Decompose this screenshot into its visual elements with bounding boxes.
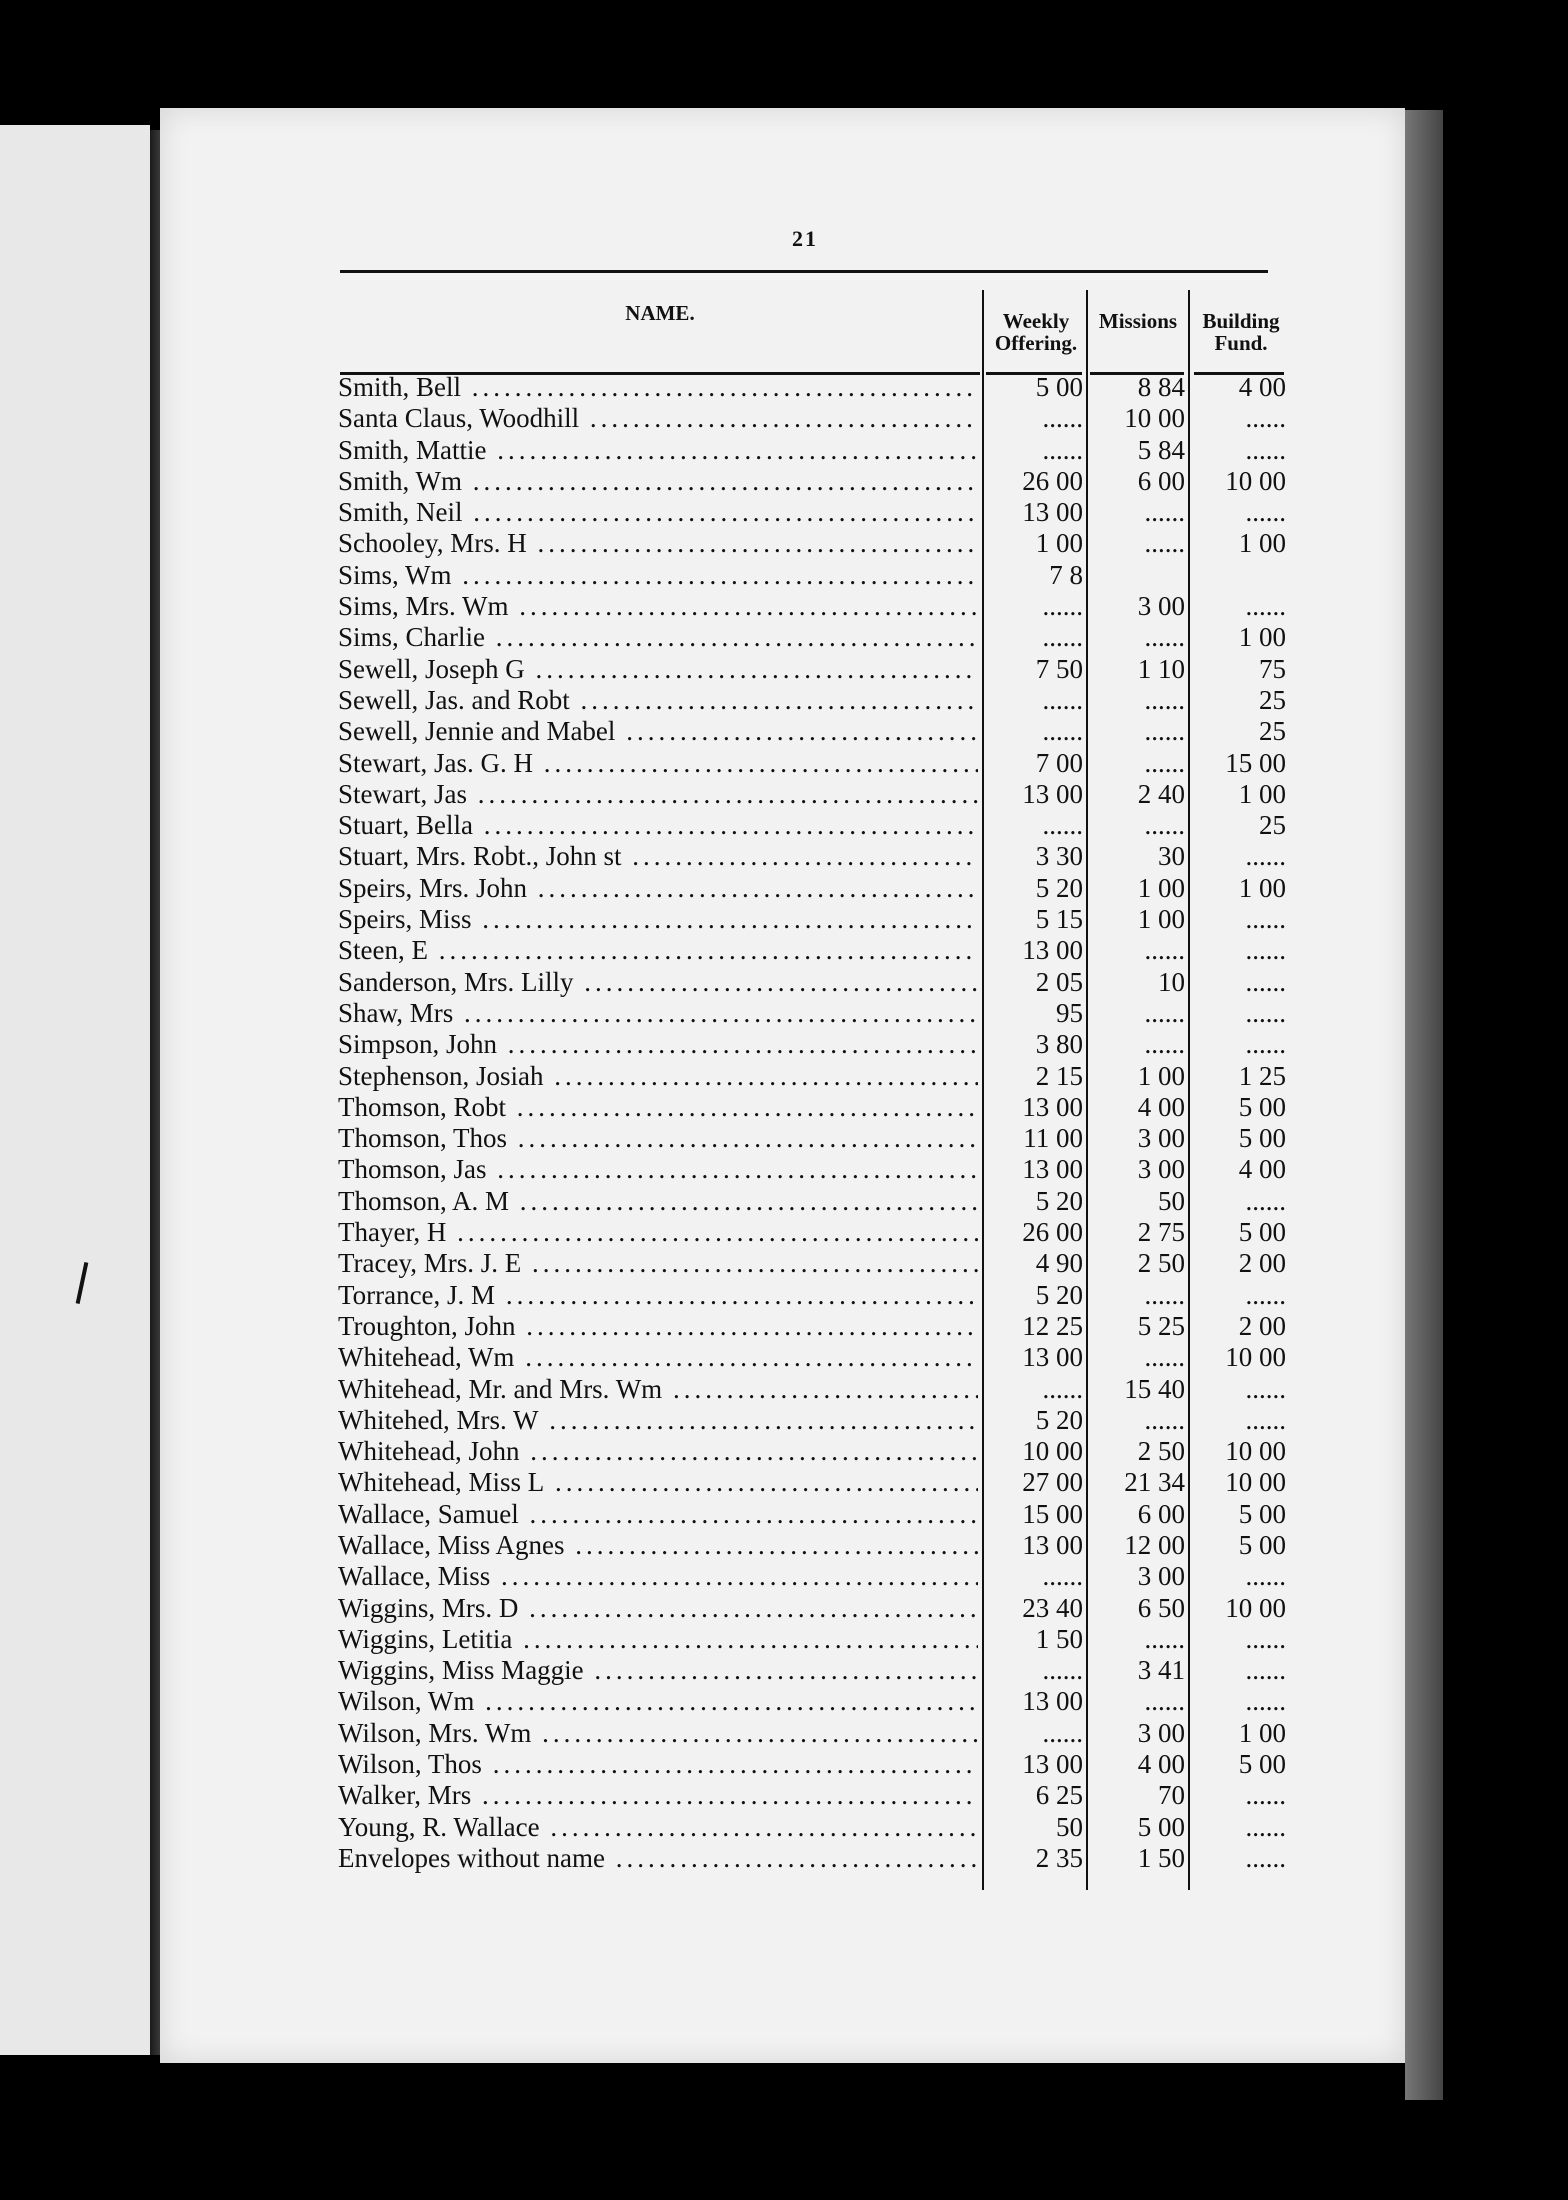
weekly-offering-cell: 13 00 [1022, 1342, 1083, 1373]
weekly-offering-cell: 2 15 [1035, 1060, 1083, 1091]
contributor-name: Smith, Wm ..... [338, 466, 978, 497]
table-row [330, 465, 1286, 497]
weekly-offering-cell: 6 25 [1035, 1780, 1083, 1811]
top-rule [340, 270, 1268, 273]
weekly-offering-cell: 12 25 [1022, 1310, 1083, 1341]
table-row [330, 1310, 1286, 1342]
missions-cell: 6 00 [1137, 1498, 1185, 1529]
missions-cell: 10 [1158, 966, 1185, 997]
building-fund-cell: ...... [1245, 1780, 1286, 1811]
missions-cell: ...... [1144, 747, 1185, 778]
building-fund-cell: 10 00 [1225, 1467, 1286, 1498]
table-row [330, 716, 1286, 747]
table-row [330, 1123, 1286, 1154]
missions-cell: 1 00 [1137, 872, 1185, 903]
header-building-fund: Building Fund. [1202, 309, 1280, 355]
table-row [330, 997, 1286, 1029]
contributor-name: Smith, Mattie ..... [338, 435, 978, 466]
table-row [330, 591, 1286, 622]
contributor-name: Wallace, Samuel ..... [338, 1499, 978, 1530]
contributor-name: Wiggins, Letitia ..... [338, 1624, 978, 1655]
contributor-name: Wilson, Mrs. Wm ..... [338, 1718, 978, 1749]
table-row [330, 1091, 1286, 1123]
building-fund-cell: ...... [1245, 434, 1286, 465]
contributor-name: Whitehead, Wm ..... [338, 1342, 978, 1373]
weekly-offering-cell: 50 [1056, 1811, 1083, 1842]
building-fund-cell: 15 00 [1225, 747, 1286, 778]
building-fund-cell: 1 00 [1238, 528, 1286, 559]
building-fund-cell: ...... [1245, 1373, 1286, 1404]
weekly-offering-cell: ...... [1042, 434, 1083, 465]
building-fund-cell: ...... [1245, 935, 1286, 966]
missions-cell: 3 00 [1137, 1717, 1185, 1748]
contributor-name: Wallace, Miss ..... [338, 1561, 978, 1592]
contributor-name: Whitehead, Mr. and Mrs. Wm ..... [338, 1374, 978, 1405]
missions-cell: 21 34 [1124, 1467, 1185, 1498]
contributor-name: Wiggins, Miss Maggie ..... [338, 1655, 978, 1686]
building-fund-cell: ...... [1245, 1655, 1286, 1686]
weekly-offering-cell: 5 20 [1035, 1185, 1083, 1216]
weekly-offering-cell: 11 00 [1023, 1123, 1083, 1154]
missions-cell: 6 50 [1137, 1592, 1185, 1623]
left-page-edge [0, 125, 150, 2055]
building-fund-cell: 10 00 [1225, 1342, 1286, 1373]
building-fund-cell: ...... [1245, 841, 1286, 872]
contributor-name: Whitehead, John ..... [338, 1436, 978, 1467]
weekly-offering-cell: 5 00 [1035, 372, 1083, 402]
table-row [330, 1217, 1286, 1248]
contributor-name: Thomson, Jas ..... [338, 1154, 978, 1185]
table-row [330, 1185, 1286, 1217]
contributor-name: Walker, Mrs ..... [338, 1780, 978, 1811]
table-row [330, 1373, 1286, 1405]
weekly-offering-cell: 13 00 [1022, 1749, 1083, 1780]
missions-cell: ...... [1144, 997, 1185, 1028]
table-row [330, 1592, 1286, 1624]
missions-cell: 8 84 [1137, 372, 1185, 402]
contributor-name: Stewart, Jas. G. H ..... [338, 748, 978, 779]
table-row [330, 403, 1286, 434]
table-row [330, 684, 1286, 716]
missions-cell: 2 40 [1137, 778, 1185, 809]
table-row [330, 1029, 1286, 1060]
weekly-offering-cell: 2 05 [1035, 966, 1083, 997]
building-fund-cell: ...... [1245, 1623, 1286, 1654]
building-fund-cell: 1 00 [1238, 1717, 1286, 1748]
missions-cell: ...... [1144, 497, 1185, 528]
table-row [330, 497, 1286, 528]
contributor-name: Sims, Mrs. Wm ..... [338, 591, 978, 622]
table-row [330, 1498, 1286, 1530]
header-missions: Missions [1098, 309, 1178, 333]
table-row [330, 778, 1286, 810]
building-fund-cell: 10 00 [1225, 465, 1286, 496]
building-fund-cell: ...... [1245, 966, 1286, 997]
table-row [330, 1717, 1286, 1749]
contributor-name: Santa Claus, Woodhill ..... [338, 403, 978, 434]
missions-cell: ...... [1144, 1404, 1185, 1435]
table-row [330, 622, 1286, 653]
weekly-offering-cell: 5 15 [1035, 904, 1083, 935]
weekly-offering-cell: 2 35 [1035, 1842, 1083, 1873]
weekly-offering-cell: 13 00 [1022, 1091, 1083, 1122]
missions-cell: ...... [1144, 1279, 1185, 1310]
contributor-name: Sanderson, Mrs. Lilly ..... [338, 967, 978, 998]
missions-cell: ...... [1144, 810, 1185, 841]
contributor-name: Tracey, Mrs. J. E ..... [338, 1248, 978, 1279]
table-row [330, 1436, 1286, 1467]
building-fund-cell: ...... [1245, 1279, 1286, 1310]
table-row [330, 904, 1286, 935]
contributor-name: Whitehed, Mrs. W ..... [338, 1405, 978, 1436]
missions-cell: ...... [1144, 935, 1185, 966]
header-weekly-offering: Weekly Offering. [994, 309, 1078, 355]
weekly-offering-cell: 4 90 [1035, 1248, 1083, 1279]
table-row [330, 1404, 1286, 1436]
building-fund-cell: 5 00 [1238, 1749, 1286, 1780]
building-fund-cell: ...... [1245, 1029, 1286, 1060]
contributor-name: Shaw, Mrs ..... [338, 998, 978, 1029]
contributor-name: Whitehead, Miss L ..... [338, 1467, 978, 1498]
weekly-offering-cell: 15 00 [1022, 1498, 1083, 1529]
table-row [330, 1279, 1286, 1311]
missions-cell: ...... [1144, 1342, 1185, 1373]
page-edge [1405, 110, 1443, 2100]
table-row [330, 1467, 1286, 1498]
contributor-name: Torrance, J. M ..... [338, 1280, 978, 1311]
contributor-name: Smith, Neil ..... [338, 497, 978, 528]
building-fund-cell: ...... [1245, 1842, 1286, 1873]
building-fund-cell: 1 25 [1238, 1060, 1286, 1091]
contributor-name: Sims, Charlie ..... [338, 622, 978, 653]
table-row [330, 1811, 1286, 1843]
contributor-name: Sewell, Jas. and Robt ..... [338, 685, 978, 716]
building-fund-cell: ...... [1245, 1811, 1286, 1842]
weekly-offering-cell: 5 20 [1035, 1279, 1083, 1310]
building-fund-cell: ...... [1245, 1686, 1286, 1717]
weekly-offering-cell: ...... [1042, 810, 1083, 841]
missions-cell: 1 50 [1137, 1842, 1185, 1873]
table-row [330, 935, 1286, 966]
weekly-offering-cell: 7 00 [1035, 747, 1083, 778]
missions-cell: ...... [1144, 528, 1185, 559]
contributor-name: Sewell, Jennie and Mabel ..... [338, 716, 978, 747]
table-row [330, 1561, 1286, 1592]
building-fund-cell: 10 00 [1225, 1436, 1286, 1467]
missions-cell: ...... [1144, 622, 1185, 653]
contributor-name: Sewell, Joseph G ..... [338, 654, 978, 685]
page-number: 21 [792, 226, 818, 251]
weekly-offering-cell: 13 00 [1022, 497, 1083, 528]
contributor-name: Troughton, John ..... [338, 1311, 978, 1342]
missions-cell: ...... [1144, 1029, 1185, 1060]
table-row [330, 434, 1286, 466]
weekly-offering-cell: 95 [1056, 997, 1083, 1028]
table-row [330, 1686, 1286, 1717]
weekly-offering-cell: 10 00 [1022, 1436, 1083, 1467]
weekly-offering-cell: 7 8 [1049, 559, 1083, 590]
weekly-offering-cell: ...... [1042, 403, 1083, 434]
missions-cell: 1 00 [1137, 1060, 1185, 1091]
table-row [330, 1248, 1286, 1279]
missions-cell: 50 [1158, 1185, 1185, 1216]
weekly-offering-cell: ...... [1042, 684, 1083, 715]
building-fund-cell: 10 00 [1225, 1592, 1286, 1623]
building-fund-cell: 5 00 [1238, 1498, 1286, 1529]
contributor-name: Wilson, Thos ..... [338, 1749, 978, 1780]
missions-cell: 2 50 [1137, 1248, 1185, 1279]
contributor-name: Envelopes without name ..... [338, 1843, 978, 1874]
contributor-name: Stewart, Jas ..... [338, 779, 978, 810]
contributor-name: Thomson, Robt ..... [338, 1092, 978, 1123]
weekly-offering-cell: 5 20 [1035, 1404, 1083, 1435]
missions-cell: 4 00 [1137, 1091, 1185, 1122]
table-row [330, 560, 1280, 591]
contributor-name: Schooley, Mrs. H ..... [338, 528, 978, 559]
table-row [330, 1842, 1286, 1874]
missions-cell: 2 75 [1137, 1217, 1185, 1248]
weekly-offering-cell: 13 00 [1022, 935, 1083, 966]
missions-cell: 2 50 [1137, 1436, 1185, 1467]
building-fund-cell: 4 00 [1238, 372, 1286, 402]
table-row [330, 1529, 1286, 1561]
building-fund-cell: 5 00 [1238, 1217, 1286, 1248]
building-fund-cell: 2 00 [1238, 1310, 1286, 1341]
table-row [330, 1780, 1286, 1811]
contributor-name: Sims, Wm ..... [338, 560, 978, 591]
contributor-name: Wiggins, Mrs. D ..... [338, 1593, 978, 1624]
missions-cell: 4 00 [1137, 1749, 1185, 1780]
weekly-offering-cell: ...... [1042, 622, 1083, 653]
table-row [330, 653, 1286, 685]
missions-cell: 3 00 [1137, 1154, 1185, 1185]
missions-cell: 70 [1158, 1780, 1185, 1811]
building-fund-cell: 75 [1259, 653, 1286, 684]
weekly-offering-cell: 5 20 [1035, 872, 1083, 903]
building-fund-cell: ...... [1245, 1185, 1286, 1216]
missions-cell: 3 00 [1137, 1123, 1185, 1154]
missions-cell: ...... [1144, 716, 1185, 747]
table-row [330, 1342, 1286, 1373]
contributor-name: Thomson, A. M ..... [338, 1186, 978, 1217]
building-fund-cell: ...... [1245, 1404, 1286, 1435]
table-row [330, 1655, 1286, 1686]
missions-cell: ...... [1144, 1623, 1185, 1654]
weekly-offering-cell: ...... [1042, 1655, 1083, 1686]
building-fund-cell: 25 [1259, 716, 1286, 747]
weekly-offering-cell: 27 00 [1022, 1467, 1083, 1498]
table-row [330, 872, 1286, 904]
building-fund-cell: 5 00 [1238, 1529, 1286, 1560]
table-row [330, 810, 1286, 841]
weekly-offering-cell: 23 40 [1022, 1592, 1083, 1623]
header-name: NAME. [625, 301, 695, 325]
weekly-offering-cell: 13 00 [1022, 1154, 1083, 1185]
missions-cell: 10 00 [1124, 403, 1185, 434]
building-fund-cell: 1 00 [1238, 622, 1286, 653]
weekly-offering-cell: 7 50 [1035, 653, 1083, 684]
contribution-table [330, 280, 1286, 1880]
building-fund-cell: ...... [1245, 997, 1286, 1028]
missions-cell: 5 25 [1137, 1310, 1185, 1341]
weekly-offering-cell: ...... [1042, 1373, 1083, 1404]
table-row [330, 1749, 1286, 1780]
weekly-offering-cell: ...... [1042, 1717, 1083, 1748]
missions-cell: ...... [1144, 684, 1185, 715]
missions-cell: 5 00 [1137, 1811, 1185, 1842]
table-body [330, 372, 1286, 1874]
weekly-offering-cell: 13 00 [1022, 1686, 1083, 1717]
contributor-name: Wallace, Miss Agnes ..... [338, 1530, 978, 1561]
weekly-offering-cell: 3 30 [1035, 841, 1083, 872]
table-row [330, 966, 1286, 998]
contributor-name: Thomson, Thos ..... [338, 1123, 978, 1154]
weekly-offering-cell: 26 00 [1022, 1217, 1083, 1248]
building-fund-cell: 5 00 [1238, 1123, 1286, 1154]
contributor-name: Stuart, Mrs. Robt., John st ..... [338, 841, 978, 872]
building-fund-cell: ...... [1245, 591, 1286, 622]
missions-cell: 3 00 [1137, 1561, 1185, 1592]
contributor-name: Speirs, Mrs. John ..... [338, 873, 978, 904]
weekly-offering-cell: ...... [1042, 591, 1083, 622]
weekly-offering-cell: 1 00 [1035, 528, 1083, 559]
weekly-offering-cell: 1 50 [1035, 1623, 1083, 1654]
table-row [330, 841, 1286, 872]
building-fund-cell: ...... [1245, 904, 1286, 935]
contributor-name: Thayer, H ..... [338, 1217, 978, 1248]
table-row [330, 1154, 1286, 1185]
contributor-name: Simpson, John ..... [338, 1029, 978, 1060]
weekly-offering-cell: 13 00 [1022, 778, 1083, 809]
contributor-name: Stuart, Bella ..... [338, 810, 978, 841]
missions-cell: 1 10 [1137, 653, 1185, 684]
building-fund-cell: ...... [1245, 403, 1286, 434]
missions-cell: 15 40 [1124, 1373, 1185, 1404]
building-fund-cell: 25 [1259, 810, 1286, 841]
missions-cell: 12 00 [1124, 1529, 1185, 1560]
missions-cell: 1 00 [1137, 904, 1185, 935]
contributor-name: Stephenson, Josiah ..... [338, 1061, 978, 1092]
table-row [330, 372, 1286, 403]
weekly-offering-cell: ...... [1042, 1561, 1083, 1592]
table-row [330, 1060, 1286, 1092]
building-fund-cell: 1 00 [1238, 778, 1286, 809]
contributor-name: Young, R. Wallace ..... [338, 1812, 978, 1843]
table-row [330, 747, 1286, 779]
missions-cell: 6 00 [1137, 465, 1185, 496]
building-fund-cell: ...... [1245, 1561, 1286, 1592]
weekly-offering-cell: 26 00 [1022, 465, 1083, 496]
table-row [330, 1623, 1286, 1655]
weekly-offering-cell: ...... [1042, 716, 1083, 747]
weekly-offering-cell: 3 80 [1035, 1029, 1083, 1060]
building-fund-cell: ...... [1245, 497, 1286, 528]
building-fund-cell: 25 [1259, 684, 1286, 715]
contributor-name: Steen, E ..... [338, 935, 978, 966]
missions-cell: 3 00 [1137, 591, 1185, 622]
missions-cell: ...... [1144, 1686, 1185, 1717]
missions-cell: 3 41 [1137, 1655, 1185, 1686]
weekly-offering-cell: 13 00 [1022, 1529, 1083, 1560]
building-fund-cell: 4 00 [1238, 1154, 1286, 1185]
building-fund-cell: 2 00 [1238, 1248, 1286, 1279]
contributor-name: Wilson, Wm ..... [338, 1686, 978, 1717]
building-fund-cell: 5 00 [1238, 1091, 1286, 1122]
contributor-name: Speirs, Miss ..... [338, 904, 978, 935]
missions-cell: 30 [1158, 841, 1185, 872]
building-fund-cell: 1 00 [1238, 872, 1286, 903]
table-row [330, 528, 1286, 559]
contributor-name: Smith, Bell ..... [338, 372, 978, 403]
missions-cell: 5 84 [1137, 434, 1185, 465]
